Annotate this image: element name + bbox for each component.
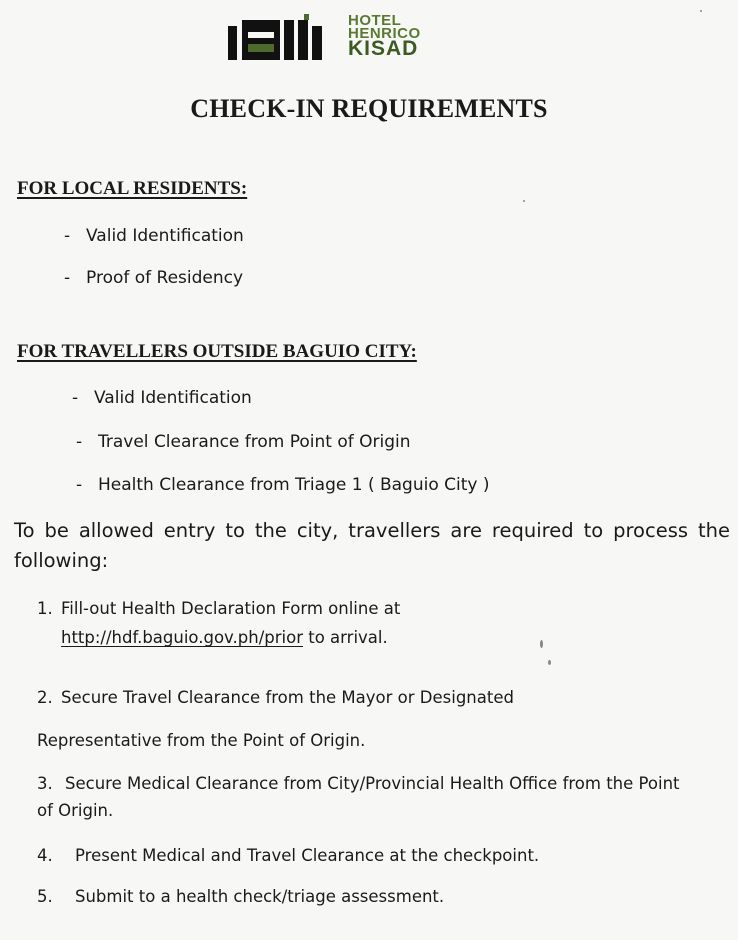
step-number: 1. — [37, 599, 53, 618]
travellers-item — [76, 432, 411, 452]
local-item — [64, 226, 244, 246]
step-number: 5. — [37, 887, 53, 906]
hotel-logo-mark-icon — [226, 14, 336, 60]
travellers-item-text: Valid Identification — [94, 388, 252, 408]
hotel-logo — [226, 14, 518, 62]
scan-speck — [700, 10, 702, 12]
step-text: Secure Travel Clearance from the Mayor or Designated — [61, 688, 514, 707]
hdf-link[interactable]: http://hdf.baguio.gov.ph/prior — [61, 628, 303, 647]
step-text: Fill-out Health Declaration Form online at — [61, 599, 401, 618]
local-item-text: Proof of Residency — [86, 268, 244, 288]
logo-line-kisad: KISAD — [348, 37, 419, 60]
travellers-item-text: Health Clearance from Triage 1 ( Baguio City ) — [98, 475, 490, 495]
travellers-item — [76, 475, 490, 495]
dash-bullet: - — [64, 268, 71, 288]
step-item — [37, 594, 727, 652]
logo-line-hotel: HOTEL — [348, 12, 402, 29]
step-text: Present Medical and Travel Clearance at the checkpoint. — [75, 846, 540, 865]
step-item — [37, 841, 727, 870]
scan-speck — [548, 660, 551, 665]
travellers-item — [72, 388, 252, 408]
step-text-continued: Representative from the Point of Origin. — [37, 731, 366, 750]
dash-bullet: - — [64, 226, 71, 246]
dash-bullet: - — [76, 475, 83, 495]
scan-speck — [540, 640, 543, 648]
local-item — [64, 268, 243, 288]
step-number: 3. — [37, 774, 53, 793]
dash-bullet: - — [76, 432, 83, 452]
step-text-continued: of Origin. — [37, 801, 114, 820]
local-item-text: Valid Identification — [86, 226, 244, 246]
step-item — [37, 683, 727, 712]
scan-speck — [523, 200, 525, 202]
local-residents-heading: FOR LOCAL RESIDENTS: — [17, 178, 248, 199]
step-item — [37, 882, 727, 911]
step-text: Submit to a health check/triage assessment. — [75, 887, 445, 906]
step-text-continued: to arrival. — [303, 628, 388, 647]
dash-bullet: - — [72, 388, 79, 408]
travellers-heading: FOR TRAVELLERS OUTSIDE BAGUIO CITY: — [17, 341, 417, 362]
entry-intro-paragraph: To be allowed entry to the city, travellers are required to process the following: — [14, 519, 730, 572]
step-item — [37, 769, 727, 798]
page-title: CHECK-IN REQUIREMENTS — [190, 94, 548, 123]
hotel-logo-wordmark — [348, 14, 516, 58]
travellers-item-text: Travel Clearance from Point of Origin — [98, 432, 411, 452]
logo-line-henrico: HENRICO — [348, 25, 421, 42]
step-number: 2. — [37, 688, 53, 707]
step-number: 4. — [37, 846, 53, 865]
step-text: Secure Medical Clearance from City/Provincial Health Office from the Point — [65, 774, 680, 793]
